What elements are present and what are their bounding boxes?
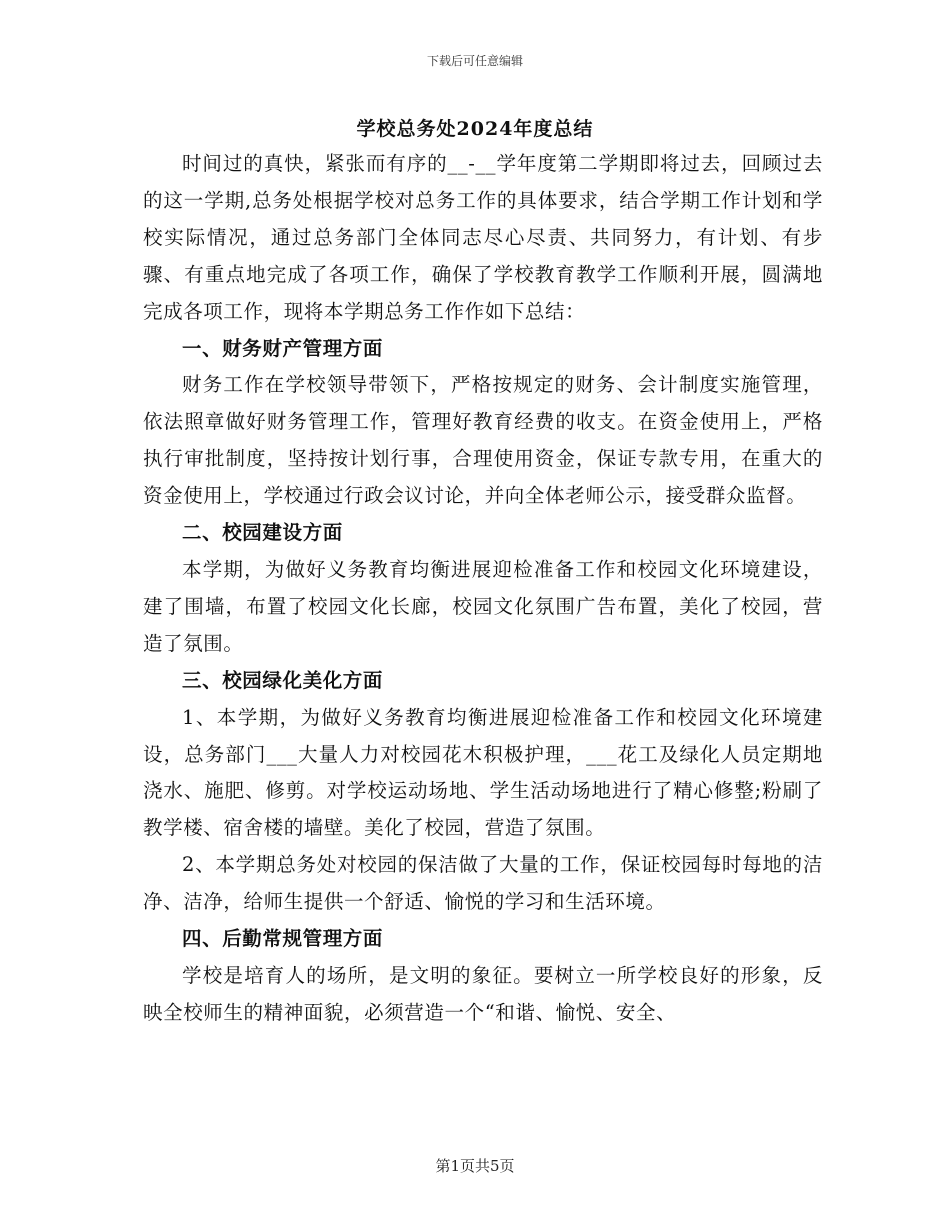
section-heading-finance: 一、财务财产管理方面	[182, 336, 384, 360]
section-paragraph: 学校是培育人的场所，是文明的象征。要树立一所学校良好的形象，反映全校师生的精神面貌，必须营造一个“和谐、愉悦、安全、	[143, 963, 823, 1024]
page-number: 第1页共5页	[435, 1157, 515, 1175]
section-heading-greening: 三、校园绿化美化方面	[182, 668, 384, 692]
intro-paragraph: 时间过的真快，紧张而有序的__-__学年度第二学期即将过去，回顾过去的这一学期,总务处根据学校对总务工作的具体要求，结合学期工作计划和学校实际情况，通过总务部门全体同志尽心尽责、共同努力，有计划、有步骤、有重点地完成了各项工作，确保了学校教育教学工作顺利开展，圆满地完成各项工作，现将本学期总务工作作如下总结：	[143, 152, 823, 323]
document-title: 学校总务处2024年度总结	[356, 118, 594, 140]
section-heading-logistics: 四、后勤常规管理方面	[182, 927, 384, 951]
document-body	[143, 146, 823, 1032]
section-paragraph: 本学期，为做好义务教育均衡进展迎检准备工作和校园文化环境建设，建了围墙，布置了校园文化长廊，校园文化氛围广告布置，美化了校园，营造了氛围。	[143, 557, 823, 655]
section-heading-campus-construction: 二、校园建设方面	[182, 521, 343, 545]
section-paragraph: 1、本学期，为做好义务教育均衡进展迎检准备工作和校园文化环境建设，总务部门___大量人力对校园花木积极护理，___花工及绿化人员定期地浇水、施肥、修剪。对学校运动场地、学生活动场地进行了精心修整;粉刷了教学楼、宿舍楼的墙壁。美化了校园，营造了氛围。	[143, 705, 823, 840]
header-note: 下载后可任意编辑	[426, 54, 523, 68]
section-paragraph: 2、本学期总务处对校园的保洁做了大量的工作，保证校园每时每地的洁净、洁净，给师生提供一个舒适、愉悦的学习和生活环境。	[143, 853, 823, 914]
section-paragraph: 财务工作在学校领导带领下，严格按规定的财务、会计制度实施管理，依法照章做好财务管理工作，管理好教育经费的收支。在资金使用上，严格执行审批制度，坚持按计划行事，合理使用资金，保证专款专用，在重大的资金使用上，学校通过行政会议讨论，并向全体老师公示，接受群众监督。	[143, 373, 823, 508]
